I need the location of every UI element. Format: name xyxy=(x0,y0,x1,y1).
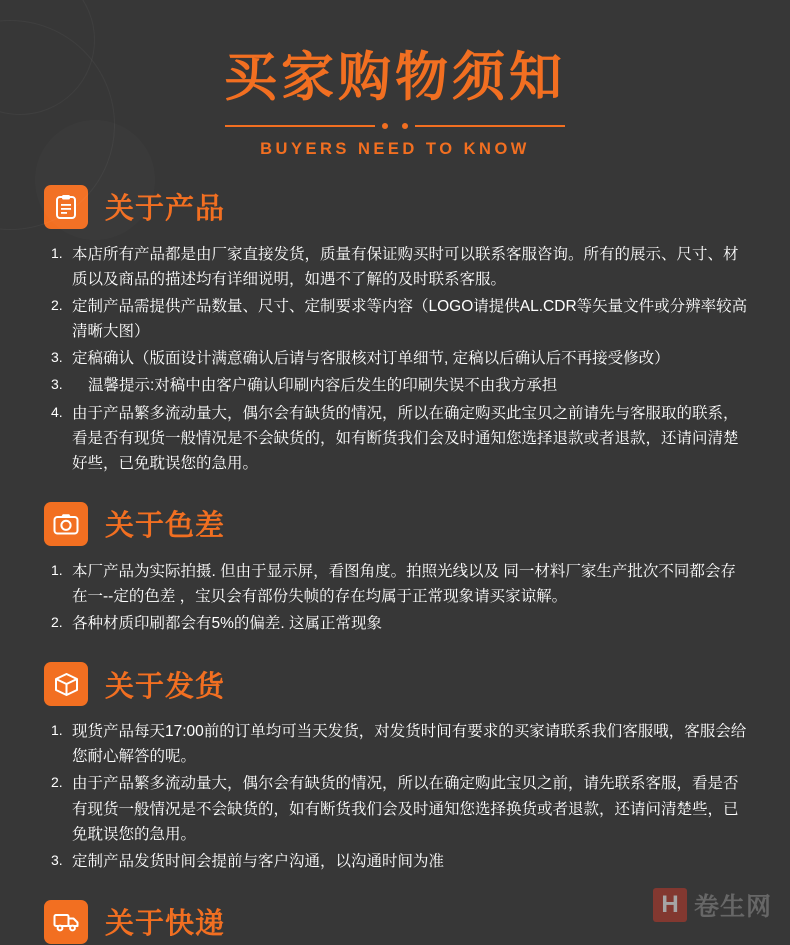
section-title: 关于色差 xyxy=(105,510,226,543)
page-title: 买家购物须知 xyxy=(224,48,566,107)
section-item-list xyxy=(0,242,790,476)
section-header xyxy=(0,662,790,706)
divider-dot xyxy=(402,123,408,129)
section-item-list xyxy=(0,719,790,874)
section-title: 关于产品 xyxy=(105,193,226,226)
watermark xyxy=(653,887,772,923)
section-about-product xyxy=(0,185,790,476)
page-subtitle: BUYERS NEED TO KNOW xyxy=(260,139,530,158)
divider-dot xyxy=(382,123,388,129)
section-title: 关于发货 xyxy=(105,670,226,703)
list-item: 定制产品发货时间会提前与客户沟通，以沟通时间为准 xyxy=(72,852,445,870)
watermark-logo: H xyxy=(653,888,687,922)
section-item-list xyxy=(0,559,790,636)
title-divider xyxy=(225,123,565,129)
clipboard-icon xyxy=(44,185,88,229)
truck-icon xyxy=(44,900,88,944)
watermark-text: 卷生网 xyxy=(693,893,772,921)
list-item: 本厂产品为实际拍摄. 但由于显示屏，看图角度。拍照光线以及 同一材料厂家生产批次不同都会存在一--定的色差 ，宝贝会有部份失帧的存在均属于正常现象请买家谅解。 xyxy=(72,562,736,606)
camera-icon xyxy=(44,502,88,546)
box-icon xyxy=(44,662,88,706)
list-item: 本店所有产品都是由厂家直接发货，质量有保证购买时可以联系客服咨询。所有的展示、尺寸、材质以及商品的描述均有详细说明，如遇不了解的及时联系客服。 xyxy=(72,245,739,289)
list-item: 定稿确认（版面设计满意确认后请与客服核对订单细节, 定稿以后确认后不再接受修改） xyxy=(72,350,670,368)
section-about-shipping xyxy=(0,662,790,874)
section-header xyxy=(0,502,790,546)
section-title: 关于快递 xyxy=(105,908,226,941)
section-header xyxy=(0,185,790,229)
list-item: 各种材质印刷都会有5%的偏差. 这属正常现象 xyxy=(72,615,383,633)
section-about-color xyxy=(0,502,790,636)
section-note xyxy=(72,373,750,398)
list-item: 由于产品繁多流动量大，偶尔会有缺货的情况，所以在确定购此宝贝之前，请先联系客服，看是否有现货一般情况是不会缺货的，如有断货我们会及时通知您选择换货或者退款，还请问清楚些，已免耽误您的急用。 xyxy=(72,775,739,843)
note-text: 温馨提示:对稿中由客户确认印刷内容后发生的印刷失误不由我方承担 xyxy=(88,377,558,395)
divider-line-left xyxy=(225,125,375,127)
list-item: 现货产品每天17:00前的订单均可当天发货，对发货时间有要求的买家请联系我们客服哦，客服会给您耐心解答的呢。 xyxy=(72,723,747,766)
list-item: 定制产品需提供产品数量、尺寸、定制要求等内容（LOGO请提供AL.CDR等矢量文件或分辨率较高清晰大图） xyxy=(72,298,748,341)
divider-line-right xyxy=(415,125,565,127)
list-item: 由于产品繁多流动量大，偶尔会有缺货的情况，所以在确定购买此宝贝之前请先与客服取的联系，看是否有现货一般情况是不会缺货的，如有断货我们会及时通知您选择退款或者退款，还请问清楚好些，已免耽误您的急用。 xyxy=(72,404,739,472)
page-header xyxy=(0,0,790,159)
